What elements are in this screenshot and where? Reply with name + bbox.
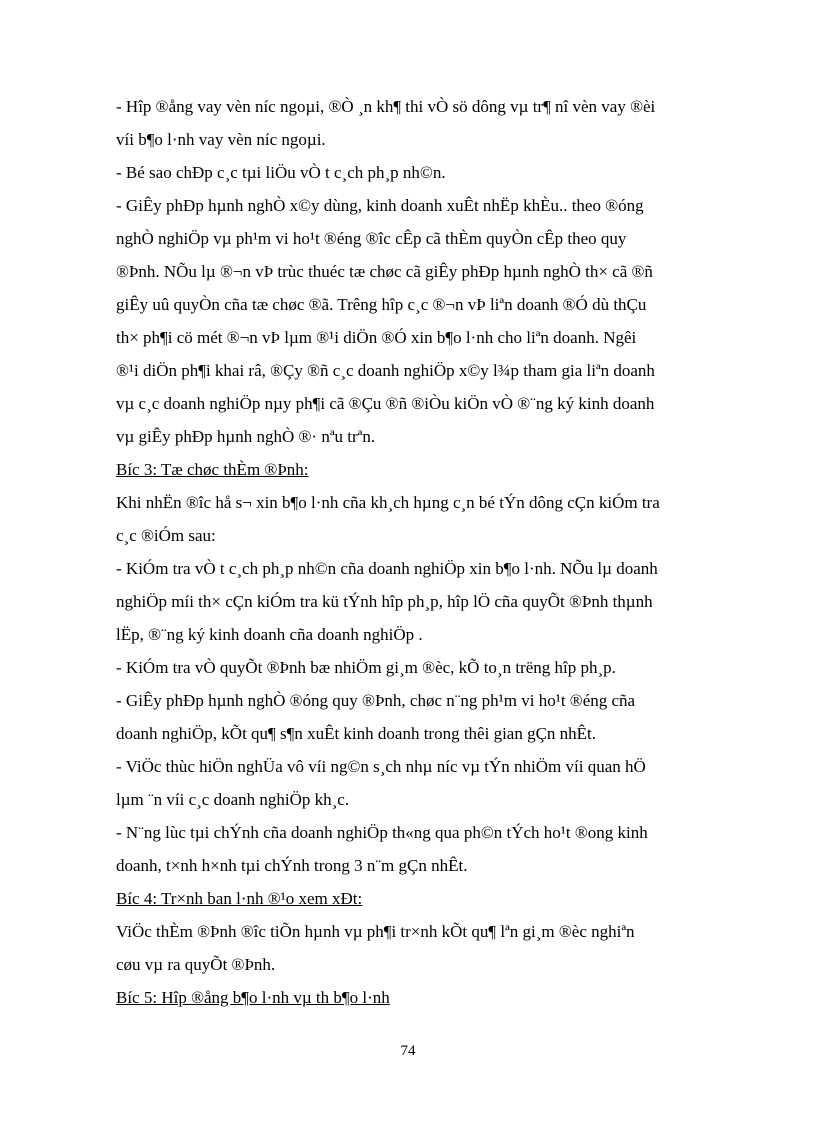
- text-line: - KiÓm tra vÒ quyÕt ®Þnh bæ nhiÖm gi¸m ®èc, kÕ to¸n trëng hîp ph¸p.: [116, 658, 616, 677]
- text-line: víi b¶o l·nh vay vèn níc ngoµi.: [116, 130, 326, 149]
- text-line: - KiÓm tra vÒ t c¸ch ph¸p nh©n cña doanh nghiÖp xin b¶o l·nh. NÕu lµ doanh: [116, 559, 658, 578]
- text-line: - Hîp ®ång vay vèn níc ngoµi, ®Ò ¸n kh¶ thi vÒ sö dông vµ tr¶ nî vèn vay ®èi: [116, 97, 656, 116]
- text-line: - GiÊy phÐp hµnh nghÒ x©y dùng, kinh doanh xuÊt nhËp khÈu.. theo ®óng: [116, 196, 644, 215]
- page-number: 74: [400, 1043, 416, 1059]
- text-line: cøu vµ ra quyÕt ®Þnh.: [116, 955, 276, 974]
- text-line: lËp, ®¨ng ký kinh doanh cña doanh nghiÖp .: [116, 625, 423, 644]
- document-body: [116, 90, 740, 1014]
- text-line: - GiÊy phÐp hµnh nghÒ ®óng quy ®Þnh, chøc n¨ng ph¹m vi ho¹t ®éng cña: [116, 691, 636, 710]
- step-3-heading: Bíc 3: Tæ chøc thÈm ®Þnh:: [116, 460, 309, 479]
- text-line: - ViÖc thùc hiÖn nghÜa vô víi ng©n s¸ch nhµ níc vµ tÝn nhiÖm víi quan hÖ: [116, 757, 646, 776]
- text-line: th× ph¶i cö mét ®¬n vÞ lµm ®¹i diÖn ®Ó xin b¶o l·nh cho liªn doanh. Ngêi: [116, 328, 637, 347]
- paragraph-documents: [116, 90, 740, 1014]
- text-line: lµm ¨n víi c¸c doanh nghiÖp kh¸c.: [116, 790, 350, 809]
- text-line: vµ giÊy phÐp hµnh nghÒ ®· nªu trªn.: [116, 427, 376, 446]
- text-line: doanh nghiÖp, kÕt qu¶ s¶n xuÊt kinh doanh trong thêi gian gÇn nhÊt.: [116, 724, 597, 743]
- text-line: giÊy uû quyÒn cña tæ chøc ®ã. Trêng hîp c¸c ®¬n vÞ liªn doanh ®Ó dù thÇu: [116, 295, 647, 314]
- text-line: ViÖc thÈm ®Þnh ®îc tiÕn hµnh vµ ph¶i tr×nh kÕt qu¶ lªn gi¸m ®èc nghiªn: [116, 922, 635, 941]
- text-line: Khi nhËn ®îc hå s¬ xin b¶o l·nh cña kh¸ch hµng c¸n bé tÝn dông cÇn kiÓm tra: [116, 493, 660, 512]
- text-line: - Bé sao chÐp c¸c tµi liÖu vÒ t c¸ch ph¸p nh©n.: [116, 163, 446, 182]
- text-line: doanh, t×nh h×nh tµi chÝnh trong 3 n¨m gÇn nhÊt.: [116, 856, 468, 875]
- text-line: nghiÖp míi th× cÇn kiÓm tra kü tÝnh hîp ph¸p, hîp lÖ cña quyÕt ®Þnh thµnh: [116, 592, 653, 611]
- text-line: c¸c ®iÓm sau:: [116, 526, 216, 545]
- text-line: nghÒ nghiÖp vµ ph¹m vi ho¹t ®éng ®îc cÊp cã thÈm quyÒn cÊp theo quy: [116, 229, 627, 248]
- step-5-heading: Bíc 5: Hîp ®ång b¶o l·nh vµ th b¶o l·nh: [116, 988, 390, 1007]
- step-4-heading: Bíc 4: Tr×nh ban l·nh ®¹o xem xÐt:: [116, 889, 363, 908]
- text-line: ®Þnh. NÕu lµ ®¬n vÞ trùc thuéc tæ chøc cã giÊy phÐp hµnh nghÒ th× cã ®ñ: [116, 262, 653, 281]
- text-line: ®¹i diÖn ph¶i khai râ, ®Çy ®ñ c¸c doanh nghiÖp x©y l¾p tham gia liªn doanh: [116, 361, 655, 380]
- text-line: vµ c¸c doanh nghiÖp nµy ph¶i cã ®Çu ®ñ ®iÒu kiÖn vÒ ®¨ng ký kinh doanh: [116, 394, 655, 413]
- text-line: - N¨ng lùc tµi chÝnh cña doanh nghiÖp th«ng qua ph©n tÝch ho¹t ®ong kinh: [116, 823, 648, 842]
